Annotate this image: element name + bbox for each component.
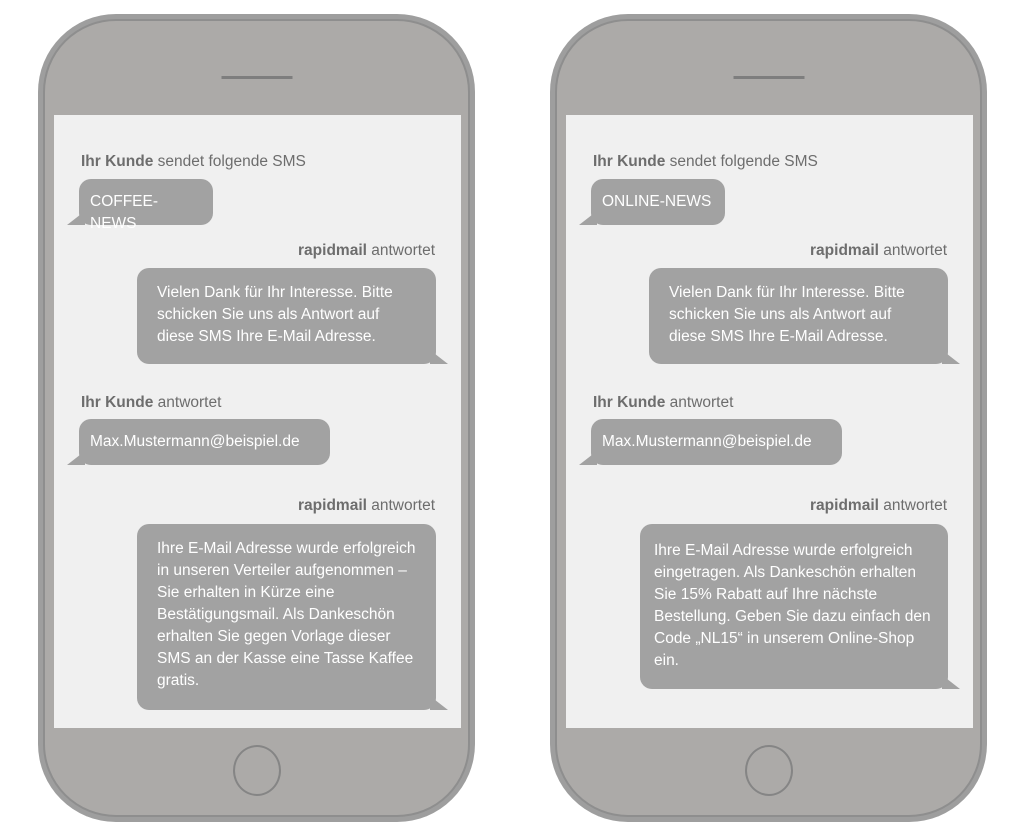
sms-bubble-outgoing: Vielen Dank für Ihr Interesse. Bitte schicken Sie uns als Antwort auf diese SMS Ihre E-Mail Adresse. xyxy=(649,268,948,364)
sms-bubble-incoming: COFFEE-NEWS xyxy=(79,179,213,225)
sender-label: rapidmail antwortet xyxy=(298,242,435,259)
sender-label: rapidmail antwortet xyxy=(810,242,947,259)
sms-bubble-incoming: ONLINE-NEWS xyxy=(591,179,725,225)
sms-bubble-incoming: Max.Mustermann@beispiel.de xyxy=(79,419,330,465)
sms-bubble-incoming: Max.Mustermann@beispiel.de xyxy=(591,419,842,465)
sms-bubble-outgoing: Ihre E-Mail Adresse wurde erfolgreich in unseren Verteiler aufgenommen – Sie erhalten in Kürze eine Bestätigungsmail. Als Dankeschön erhalten Sie gegen Vorlage dieser SMS an der Kasse eine Tasse Kaffee gratis. xyxy=(137,524,436,710)
phone-mockup-online xyxy=(550,14,987,822)
sms-screen xyxy=(566,115,973,728)
sender-label: Ihr Kunde sendet folgende SMS xyxy=(81,153,306,170)
sender-label: rapidmail antwortet xyxy=(298,497,435,514)
sms-bubble-outgoing: Ihre E-Mail Adresse wurde erfolgreich eingetragen. Als Dankeschön erhalten Sie 15% Rabatt auf Ihre nächste Bestellung. Geben Sie dazu einfach den Code „NL15“ in unserem Online-Shop ein. xyxy=(640,524,948,689)
sender-label: Ihr Kunde antwortet xyxy=(81,394,222,411)
phone-body xyxy=(555,19,982,817)
sender-label: rapidmail antwortet xyxy=(810,497,947,514)
sender-label: Ihr Kunde antwortet xyxy=(593,394,734,411)
phone-mockup-coffee xyxy=(38,14,475,822)
speaker-slot xyxy=(221,76,292,79)
sms-screen xyxy=(54,115,461,728)
speaker-slot xyxy=(733,76,804,79)
phone-body xyxy=(43,19,470,817)
home-button[interactable] xyxy=(745,745,793,796)
sender-label: Ihr Kunde sendet folgende SMS xyxy=(593,153,818,170)
sms-bubble-outgoing: Vielen Dank für Ihr Interesse. Bitte schicken Sie uns als Antwort auf diese SMS Ihre E-Mail Adresse. xyxy=(137,268,436,364)
home-button[interactable] xyxy=(233,745,281,796)
